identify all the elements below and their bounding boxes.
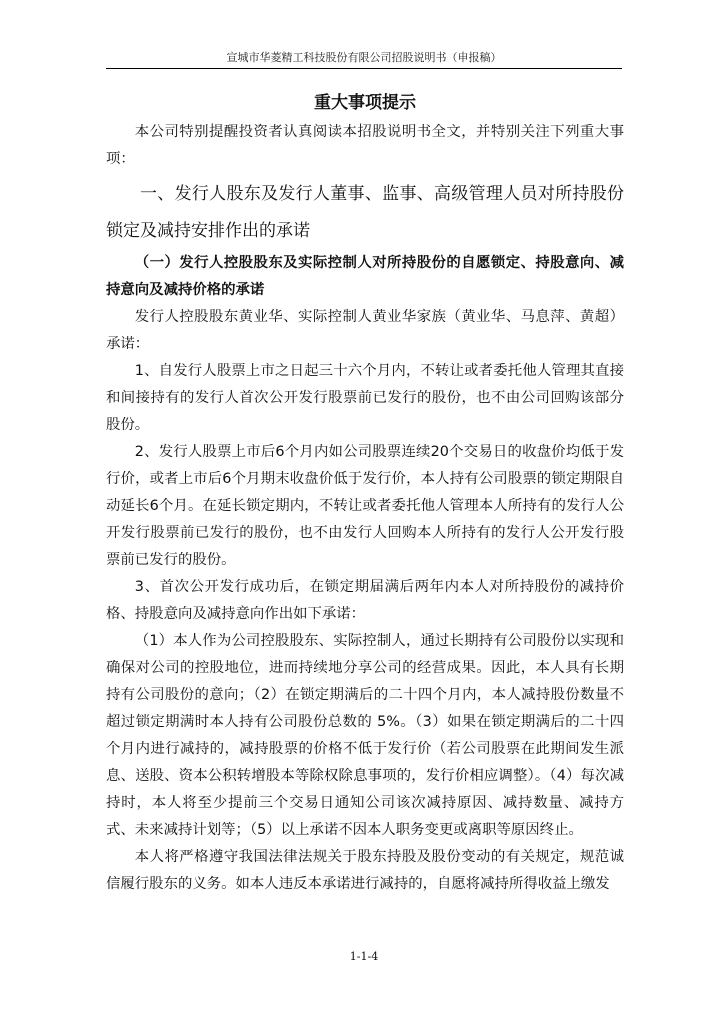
- page-number: 1-1-4: [349, 950, 379, 963]
- paragraph-undertaker: 发行人控股股东黄业华、实际控制人黄业华家族（黄业华、马息萍、黄超）承诺：: [106, 309, 624, 352]
- paragraph-compliance: 本人将严格遵守我国法律法规关于股东持股及股份变动的有关规定，规范诚信履行股东的义务。如本人违反本承诺进行减持的，自愿将减持所得收益上缴发: [106, 849, 624, 892]
- intro-paragraph: 本公司特别提醒投资者认真阅读本招股说明书全文，并特别关注下列重大事项：: [106, 124, 624, 167]
- subsection-heading-1: （一）发行人控股股东及实际控制人对所持股份的自愿锁定、持股意向、减持意向及减持价格的承诺: [106, 255, 624, 298]
- document-body: [106, 90, 624, 898]
- paragraph-sub-items: （1）本人作为公司控股股东、实际控制人，通过长期持有公司股份以实现和确保对公司的控股地位，进而持续地分享公司的经营成果。因此，本人具有长期持有公司股份的意向；（2）在锁定期满后的二十四个月内，本人减持股份数量不超过锁定期满时本人持有公司股份总数的 5%。（3）如果在锁定期满后的二十四个月内进行减持的，减持股票的价格不低于发行价（若公司股票在此期间发生派息、送股、资本公积转增股本等除权除息事项的，发行价相应调整）。（4）每次减持时，本人将至少提前三个交易日通知公司该次减持原因、减持数量、减持方式、未来减持计划等；（5）以上承诺不因本人职务变更或离职等原因终止。: [106, 633, 624, 838]
- running-header: 宣城市华菱精工科技股份有限公司招股说明书（申报稿）: [226, 51, 502, 64]
- paragraph-item-2: 2、发行人股票上市后6个月内如公司股票连续20个交易日的收盘价均低于发行价，或者上市后6个月期末收盘价低于发行价，本人持有公司股票的锁定期限自动延长6个月。在延长锁定期内，不转让或者委托他人管理本人所持有的发行人公开发行股票前已发行的股份，也不由发行人回购本人所持有的发行人公开发行股票前已发行的股份。: [106, 444, 624, 568]
- header-rule: [106, 68, 622, 69]
- paragraph-item-3: 3、首次公开发行成功后，在锁定期届满后两年内本人对所持股份的减持价格、持股意向及减持意向作出如下承诺：: [106, 579, 624, 622]
- section-heading-1: 一、发行人股东及发行人董事、监事、高级管理人员对所持股份锁定及减持安排作出的承诺: [106, 184, 624, 241]
- document-title: 重大事项提示: [314, 93, 416, 113]
- paragraph-item-1: 1、自发行人股票上市之日起三十六个月内，不转让或者委托他人管理其直接和间接持有的发行人首次公开发行股票前已发行的股份，也不由公司回购该部分股份。: [106, 363, 624, 433]
